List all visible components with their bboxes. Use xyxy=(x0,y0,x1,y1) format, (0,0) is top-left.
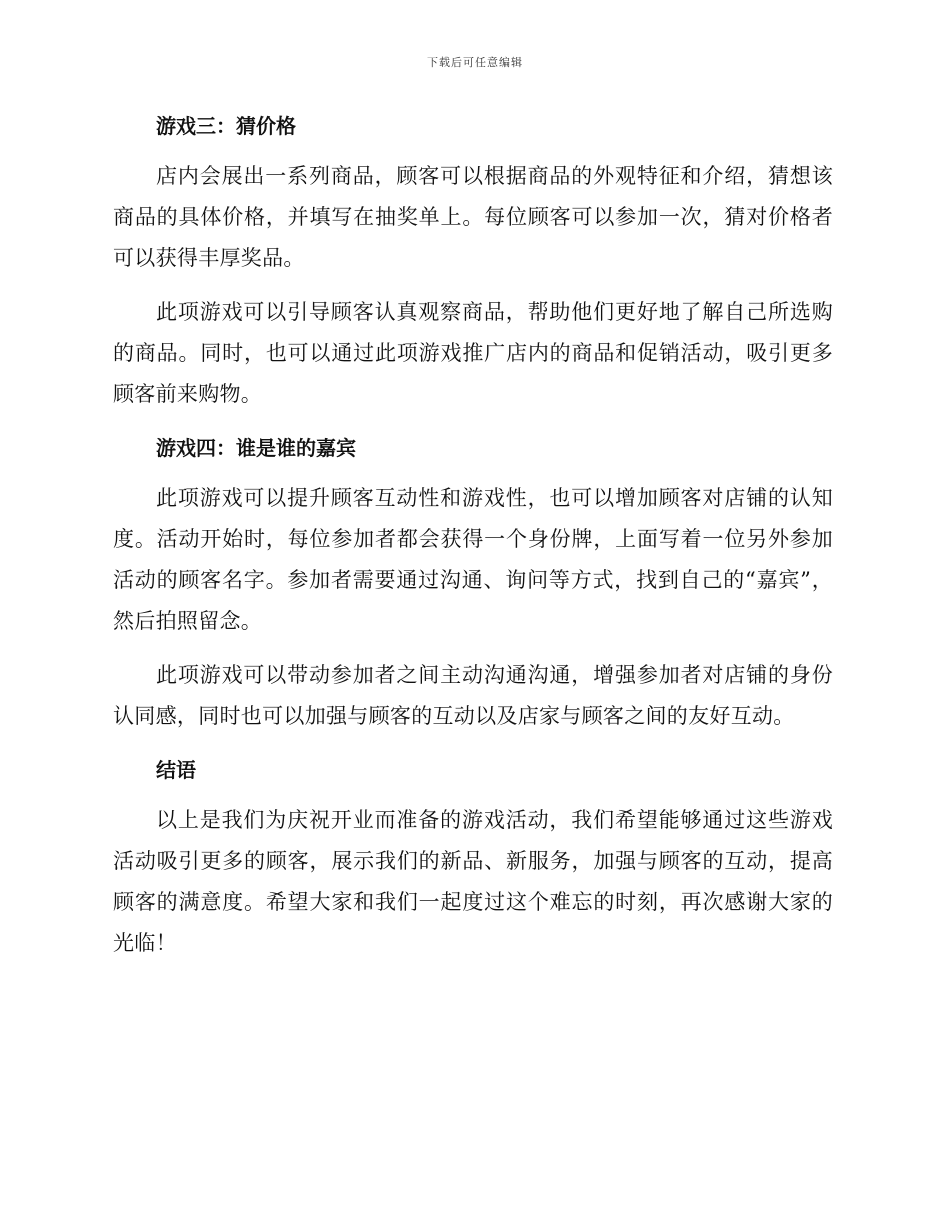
section-heading-conclusion: 结语 xyxy=(156,758,196,782)
paragraph: 此项游戏可以引导顾客认真观察商品，帮助他们更好地了解自己所选购的商品。同时，也可以通过此项游戏推广店内的商品和促销活动，吸引更多顾客前来购物。 xyxy=(113,300,833,406)
paragraph: 此项游戏可以提升顾客互动性和游戏性，也可以增加顾客对店铺的认知度。活动开始时，每位参加者都会获得一个身份牌，上面写着一位另外参加活动的顾客名字。参加者需要通过沟通、询问等方式，找到自己的“嘉宾”，然后拍照留念。 xyxy=(113,486,833,633)
page-header: 下载后可任意编辑 xyxy=(427,56,523,69)
section-heading-game-four: 游戏四：谁是谁的嘉宾 xyxy=(156,436,356,460)
paragraph: 此项游戏可以带动参加者之间主动沟通沟通，增强参加者对店铺的身份认同感，同时也可以加强与顾客的互动以及店家与顾客之间的友好互动。 xyxy=(113,663,833,728)
paragraph: 以上是我们为庆祝开业而准备的游戏活动，我们希望能够通过这些游戏活动吸引更多的顾客，展示我们的新品、新服务，加强与顾客的互动，提高顾客的满意度。希望大家和我们一起度过这个难忘的时刻，再次感谢大家的光临！ xyxy=(113,808,833,955)
paragraph: 店内会展出一系列商品，顾客可以根据商品的外观特征和介绍，猜想该商品的具体价格，并填写在抽奖单上。每位顾客可以参加一次，猜对价格者可以获得丰厚奖品。 xyxy=(113,164,833,270)
section-heading-game-three: 游戏三：猜价格 xyxy=(156,114,296,138)
document-body xyxy=(113,106,833,964)
